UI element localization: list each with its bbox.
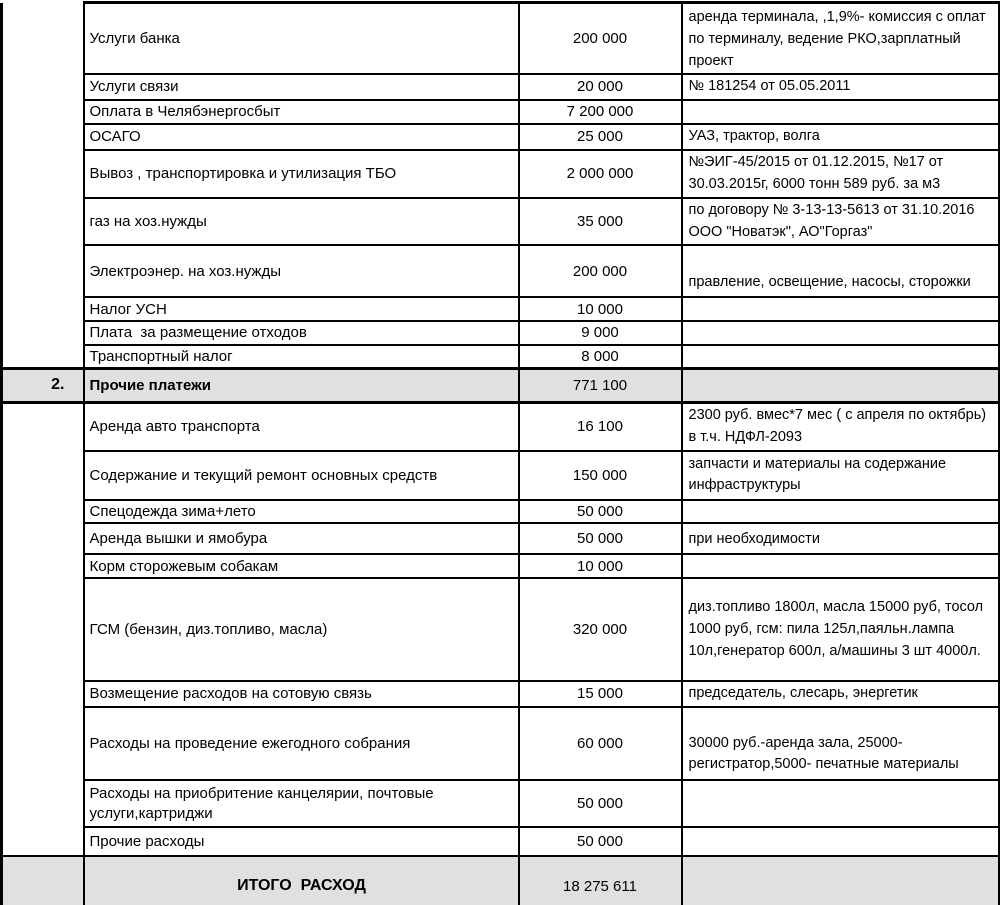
expense-table	[0, 1, 1000, 905]
expense-name-cell: Расходы на приобритение канцелярии, почтовые услуги,картриджи	[84, 780, 519, 827]
expense-amount-cell: 2 000 000	[519, 150, 682, 198]
expense-row	[2, 150, 1000, 198]
expense-amount-cell: 35 000	[519, 198, 682, 246]
expense-amount-cell: 320 000	[519, 578, 682, 681]
expense-note-cell: диз.топливо 1800л, масла 15000 руб, тосол 1000 руб, гсм: пила 125л,паяльн.лампа 10л,генератор 600л, а/машины 3 шт 4000л.	[682, 578, 1000, 681]
expense-amount-cell: 20 000	[519, 74, 682, 100]
expense-row	[2, 100, 1000, 124]
expense-amount-cell: 7 200 000	[519, 100, 682, 124]
expense-name-cell: Корм сторожевым собакам	[84, 554, 519, 578]
expense-name-cell: Прочие расходы	[84, 827, 519, 856]
expense-name-cell: Аренда вышки и ямобура	[84, 523, 519, 554]
expense-name-cell: ОСАГО	[84, 124, 519, 150]
expense-row	[2, 403, 1000, 451]
expense-row	[2, 124, 1000, 150]
expense-amount-cell: 25 000	[519, 124, 682, 150]
expense-name-cell: Электроэнер. на хоз.нужды	[84, 245, 519, 297]
expense-row	[2, 74, 1000, 100]
expense-note-cell	[682, 321, 1000, 345]
expense-row	[2, 297, 1000, 321]
expense-name-cell: Плата за размещение отходов	[84, 321, 519, 345]
budget-expense-sheet	[0, 1, 1000, 905]
expense-name-cell: Транспортный налог	[84, 345, 519, 369]
expense-row	[2, 554, 1000, 578]
expense-row	[2, 345, 1000, 369]
expense-row	[2, 578, 1000, 681]
expense-name-cell: Спецодежда зима+лето	[84, 500, 519, 524]
expense-name-cell: Аренда авто транспорта	[84, 403, 519, 451]
expense-note-cell: по договору № 3-13-13-5613 от 31.10.2016 ООО "Новатэк", АО"Горгаз"	[682, 198, 1000, 246]
expense-name-cell: Оплата в Челябэнергосбыт	[84, 100, 519, 124]
expense-name-cell: Возмещение расходов на сотовую связь	[84, 681, 519, 707]
expense-note-cell	[682, 780, 1000, 827]
total-note-cell	[682, 856, 1000, 905]
expense-row	[2, 827, 1000, 856]
expense-note-cell	[682, 345, 1000, 369]
expense-note-cell	[682, 500, 1000, 524]
expense-name-cell: газ на хоз.нужды	[84, 198, 519, 246]
total-label-cell: ИТОГО РАСХОД	[84, 856, 519, 905]
expense-name-cell: Содержание и текущий ремонт основных средств	[84, 451, 519, 500]
expense-note-cell	[682, 297, 1000, 321]
expense-amount-cell: 50 000	[519, 780, 682, 827]
expense-row	[2, 707, 1000, 780]
expense-amount-cell: 50 000	[519, 523, 682, 554]
expense-note-cell	[682, 827, 1000, 856]
expense-name-cell: Вывоз , транспортировка и утилизация ТБО	[84, 150, 519, 198]
expense-note-cell: при необходимости	[682, 523, 1000, 554]
total-number-cell	[2, 856, 84, 905]
expense-row	[2, 3, 1000, 75]
expense-amount-cell: 15 000	[519, 681, 682, 707]
expense-note-cell: УАЗ, трактор, волга	[682, 124, 1000, 150]
section-note-cell	[682, 369, 1000, 403]
expense-note-cell	[682, 554, 1000, 578]
expense-name-cell: Услуги банка	[84, 3, 519, 75]
expense-note-cell: 2300 руб. вмес*7 мес ( с апреля по октябрь) в т.ч. НДФЛ-2093	[682, 403, 1000, 451]
expense-table-body	[2, 3, 1000, 905]
expense-amount-cell: 10 000	[519, 554, 682, 578]
expense-row	[2, 681, 1000, 707]
expense-row	[2, 198, 1000, 246]
expense-note-cell: №ЭИГ-45/2015 от 01.12.2015, №17 от 30.03.2015г, 6000 тонн 589 руб. за м3	[682, 150, 1000, 198]
expense-name-cell: ГСМ (бензин, диз.топливо, масла)	[84, 578, 519, 681]
expense-note-cell: аренда терминала, ,1,9%- комиссия с оплат по терминалу, ведение РКО,зарплатный проект	[682, 3, 1000, 75]
expense-row	[2, 451, 1000, 500]
expense-note-cell: запчасти и материалы на содержание инфраструктуры	[682, 451, 1000, 500]
expense-name-cell: Расходы на проведение ежегодного собрания	[84, 707, 519, 780]
expense-row	[2, 780, 1000, 827]
expense-amount-cell: 150 000	[519, 451, 682, 500]
expense-amount-cell: 9 000	[519, 321, 682, 345]
expense-note-cell: 30000 руб.-аренда зала, 25000- регистратор,5000- печатные материалы	[682, 707, 1000, 780]
expense-amount-cell: 16 100	[519, 403, 682, 451]
expense-note-cell	[682, 100, 1000, 124]
expense-amount-cell: 60 000	[519, 707, 682, 780]
grand-total-row	[2, 856, 1000, 905]
section-title-cell: Прочие платежи	[84, 369, 519, 403]
expense-amount-cell: 200 000	[519, 245, 682, 297]
expense-amount-cell: 50 000	[519, 827, 682, 856]
expense-row	[2, 523, 1000, 554]
expense-amount-cell: 10 000	[519, 297, 682, 321]
expense-row	[2, 500, 1000, 524]
expense-amount-cell: 200 000	[519, 3, 682, 75]
expense-amount-cell: 8 000	[519, 345, 682, 369]
section-number-cell	[2, 3, 84, 369]
expense-row	[2, 245, 1000, 297]
expense-amount-cell: 50 000	[519, 500, 682, 524]
expense-note-cell: правление, освещение, насосы, сторожки	[682, 245, 1000, 297]
section-amount-cell: 771 100	[519, 369, 682, 403]
total-amount-cell: 18 275 611	[519, 856, 682, 905]
section-number-cell	[2, 403, 84, 856]
expense-note-cell: № 181254 от 05.05.2011	[682, 74, 1000, 100]
expense-name-cell: Услуги связи	[84, 74, 519, 100]
expense-row	[2, 321, 1000, 345]
section-header-row	[2, 369, 1000, 403]
expense-name-cell: Налог УСН	[84, 297, 519, 321]
expense-note-cell: председатель, слесарь, энергетик	[682, 681, 1000, 707]
section-number-cell: 2.	[2, 369, 84, 403]
